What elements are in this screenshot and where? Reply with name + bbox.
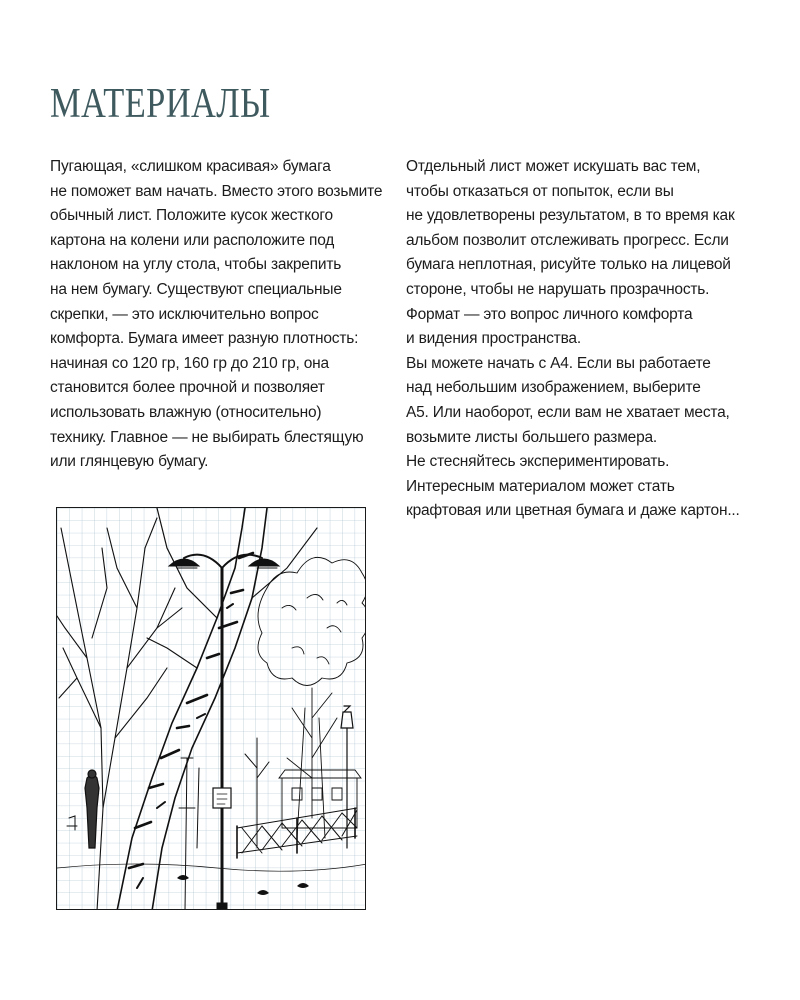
text-line: Вы можете начать с А4. Если вы работаете — [406, 354, 711, 372]
text-line: картона на колени или расположите под — [50, 231, 335, 249]
text-line: Не стесняйтесь экспериментировать. — [406, 453, 670, 471]
text-line: технику. Главное — не выбирать блестящую — [50, 428, 364, 446]
text-line: начиная со 120 гр, 160 гр до 210 гр, она — [50, 354, 329, 372]
text-line: Пугающая, «слишком красивая» бумага — [50, 158, 331, 175]
text-line: альбом позволит отслеживать прогресс. Если — [406, 231, 729, 249]
text-line: обычный лист. Положите кусок жесткого — [50, 207, 333, 225]
text-line: наклоном на углу стола, чтобы закрепить — [50, 256, 342, 274]
text-line: Отдельный лист может искушать вас тем, — [406, 158, 701, 175]
text-line: не удовлетворены результатом, в то время как — [406, 207, 735, 225]
text-line: становится более прочной и позволяет — [50, 379, 325, 397]
text-line: возьмите листы большего размера. — [406, 428, 658, 446]
text-line: крафтовая или цветная бумага и даже картон... — [406, 502, 740, 520]
sketch-svg — [57, 508, 366, 910]
text-column-left — [50, 155, 395, 475]
text-line: или глянцевую бумагу. — [50, 453, 209, 471]
text-line: комфорта. Бумага имеет разную плотность: — [50, 330, 359, 348]
text-line: бумага неплотная, рисуйте только на лицевой — [406, 256, 731, 274]
text-line: на нем бумагу. Существуют специальные — [50, 280, 342, 298]
text-line: Интересным материалом может стать — [406, 477, 675, 495]
text-line: А5. Или наоборот, если вам не хватает места, — [406, 403, 730, 421]
text-line: не поможет вам начать. Вместо этого возьмите — [50, 182, 383, 200]
text-line: Формат — это вопрос личного комфорта — [406, 305, 693, 323]
text-line: чтобы отказаться от попыток, если вы — [406, 182, 674, 200]
illustration-sketch — [56, 507, 366, 910]
text-line: скрепки, — это исключительно вопрос — [50, 305, 319, 323]
page-title: МАТЕРИАЛЫ — [50, 81, 271, 127]
text-line: стороне, чтобы не нарушать прозрачность. — [406, 280, 710, 298]
text-line: и видения пространства. — [406, 330, 581, 348]
text-column-right — [406, 155, 761, 524]
text-line: над небольшим изображением, выберите — [406, 379, 701, 397]
text-line: использовать влажную (относительно) — [50, 403, 322, 421]
